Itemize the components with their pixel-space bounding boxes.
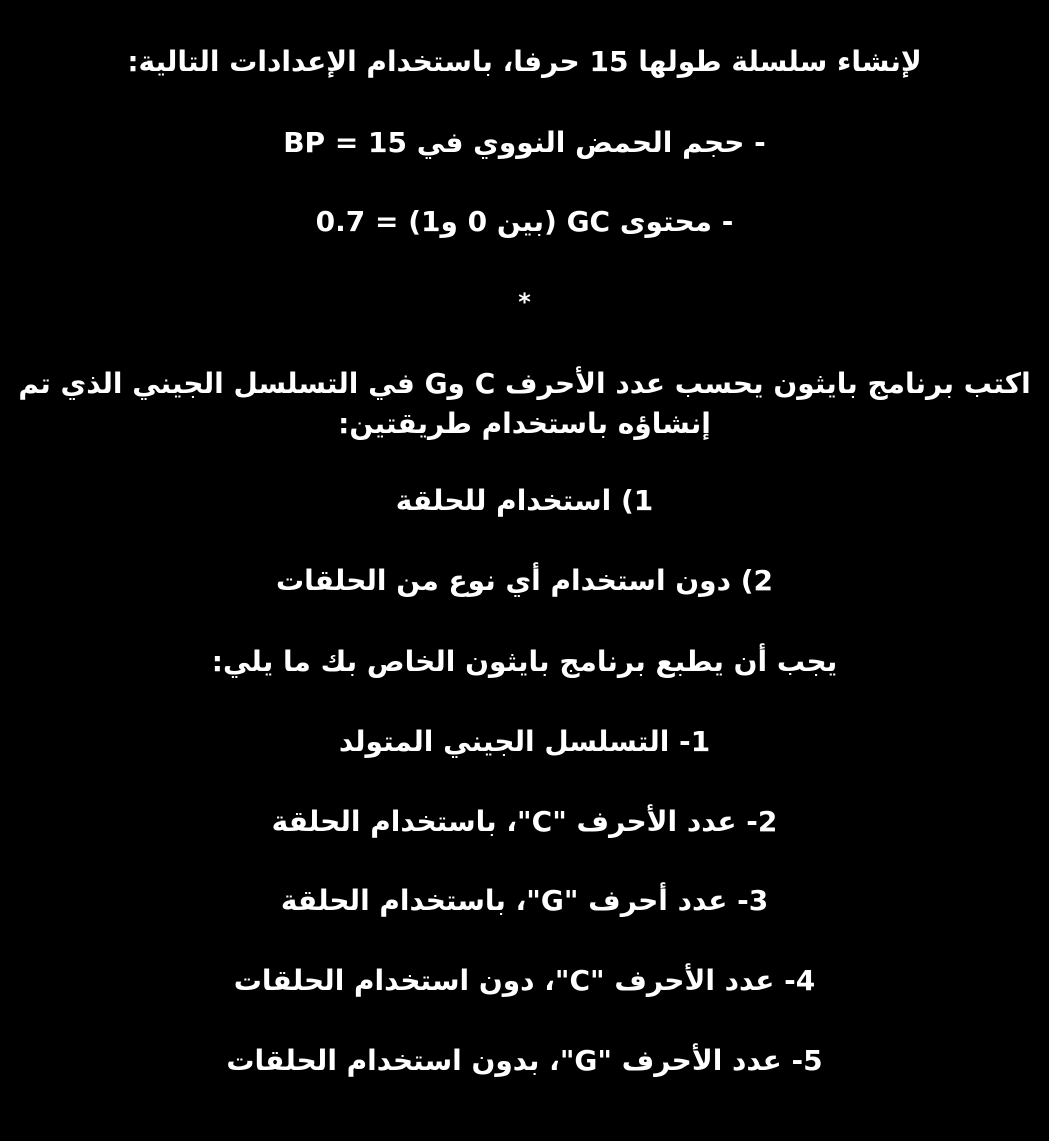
output-item-2: 2- عدد الأحرف "C"، باستخدام الحلقة [271,805,778,838]
method-2: 2) دون استخدام أي نوع من الحلقات [276,564,773,597]
setting-gc-content: - محتوى GC (بين 0 و1) = 0.7 [315,205,734,238]
intro-text: لإنشاء سلسلة طولها 15 حرفا، باستخدام الإعدادات التالية: [127,45,922,78]
separator-asterisk: * [518,288,531,316]
task-line-1: اكتب برنامج بايثون يحسب عدد الأحرف C وG في التسلسل الجيني الذي تم [18,367,1031,400]
output-heading: يجب أن يطبع برنامج بايثون الخاص بك ما يلي: [211,645,838,678]
output-item-4: 4- عدد الأحرف "C"، دون استخدام الحلقات [233,964,816,997]
output-item-3: 3- عدد أحرف "G"، باستخدام الحلقة [280,884,769,917]
setting-dna-length: - حجم الحمض النووي في 15 = BP [283,126,766,159]
output-item-1: 1- التسلسل الجيني المتولد [338,725,711,758]
task-line-2: إنشاؤه باستخدام طريقتين: [338,407,711,440]
method-1: 1) استخدام للحلقة [395,484,654,517]
task-paragraph [10,364,1039,444]
output-item-5: 5- عدد الأحرف "G"، بدون استخدام الحلقات [226,1044,823,1077]
